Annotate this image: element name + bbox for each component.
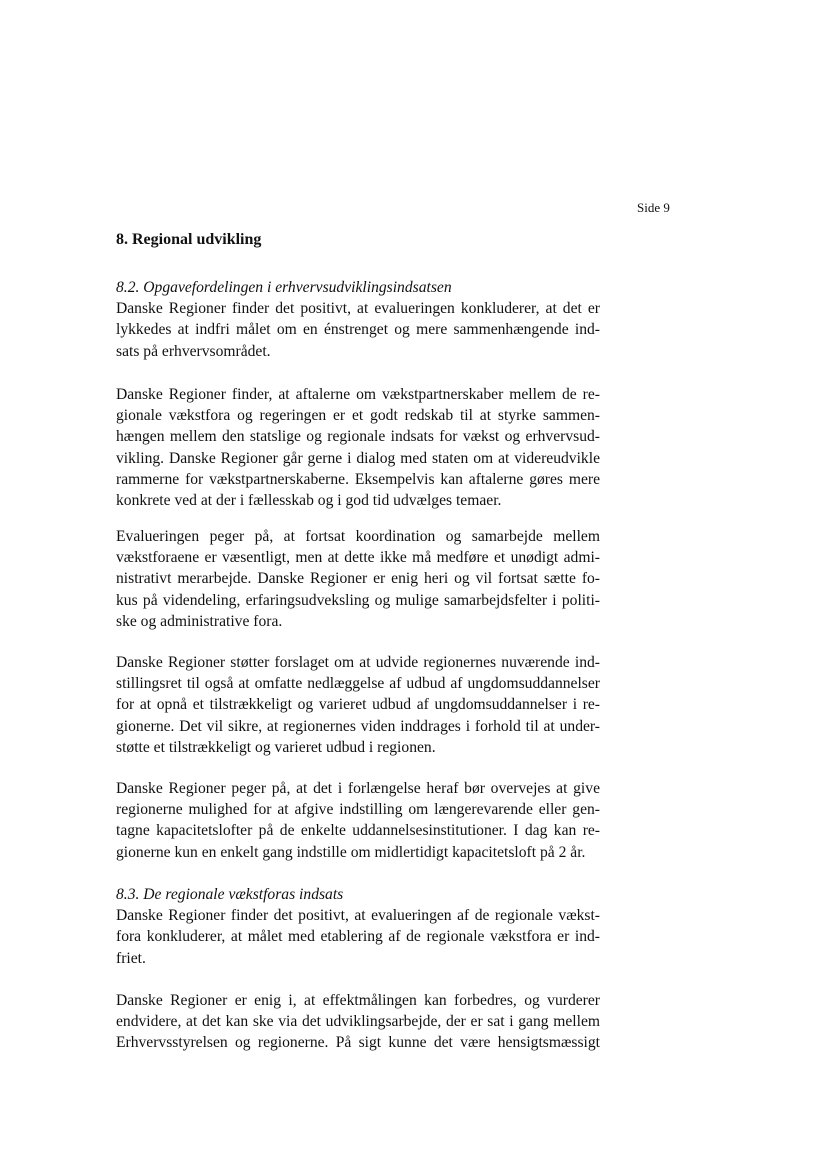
text-line: Evalueringen peger på, at fortsat koordination og samarbejde mellem: [116, 528, 600, 545]
text-line: Danske Regioner finder det positivt, at evalueringen konkluderer, at det er: [116, 300, 600, 318]
text-line: Danske Regioner er enig i, at effektmålingen kan forbedres, og vurderer: [116, 992, 600, 1009]
text-line: tagne kapacitetslofter på de enkelte uddannelsesinstitutioner. I dag kan re-: [116, 822, 600, 840]
text-line: hængen mellem den statslige og regionale indsats for vækst og erhvervsud-: [116, 428, 600, 446]
paragraph: [116, 298, 600, 362]
text-line: Danske Regioner peger på, at det i forlængelse heraf bør overvejes at give: [116, 780, 600, 797]
text-line: Erhvervsstyrelsen og regionerne. På sigt kunne det være hensigtsmæssigt: [116, 1034, 600, 1052]
text-line: endvidere, at det kan ske via det udviklingsarbejde, der er sat i gang mellem: [116, 1013, 600, 1031]
text-line: Danske Regioner støtter forslaget om at udvide regionernes nuværende ind-: [116, 654, 600, 671]
text-line: fora konkluderer, at målet med etablering af de regionale vækstfora er ind-: [116, 928, 600, 946]
text-line: friet.: [116, 949, 146, 967]
text-line: kus på videndeling, erfaringsudveksling og mulige samarbejdsfelter i politi-: [116, 591, 600, 609]
paragraph: [116, 384, 600, 511]
paragraph: [116, 990, 600, 1054]
text-line: vækstforaene er væsentligt, men at dette ikke må medføre et unødigt admi-: [116, 549, 600, 567]
text-line: sats på erhvervsområdet.: [116, 342, 271, 360]
text-line: Danske Regioner finder det positivt, at evalueringen af de regionale vækst-: [116, 907, 600, 925]
text-line: stillingsret til også at omfatte nedlæggelse af udbud af ungdomsuddannelser: [116, 675, 600, 693]
text-line: Danske Regioner finder, at aftalerne om vækstpartnerskaber mellem de re-: [116, 386, 600, 403]
subsection-8-3: [116, 884, 600, 969]
text-line: gionerne kun en enkelt gang indstille om midlertidigt kapacitetsloft på 2 år.: [116, 843, 586, 861]
text-line: regionerne mulighed for at afgive indstilling om længerevarende eller gen-: [116, 801, 600, 819]
text-line: konkrete ved at der i fællesskab og i god tid udvælges temaer.: [116, 491, 502, 509]
text-line: gionerne. Det vil sikre, at regionernes viden inddrages i forhold til at under-: [116, 717, 600, 735]
text-line: vikling. Danske Regioner går gerne i dialog med staten om at videreudvikle: [116, 449, 600, 467]
text-line: for at opnå et tilstrækkeligt og varieret udbud af ungdomsuddannelser i re-: [116, 696, 600, 714]
text-line: lykkedes at indfri målet om en énstrenget og mere sammenhængende ind-: [116, 321, 600, 339]
subheading: 8.2. Opgavefordelingen i erhvervsudviklingsindsatsen: [116, 279, 452, 296]
page-number: Side 9: [637, 200, 670, 215]
text-line: gionale vækstfora og regeringen er et godt redskab til at styrke sammen-: [116, 407, 600, 425]
text-line: nistrativt merarbejde. Danske Regioner er enig heri og vil fortsat sætte fo-: [116, 570, 600, 588]
paragraph: [116, 526, 600, 632]
text-line: ske og administrative fora.: [116, 612, 283, 630]
paragraph: [116, 905, 600, 969]
subsection-8-2: [116, 277, 600, 362]
paragraph: [116, 778, 600, 863]
section-heading: 8. Regional udvikling: [116, 231, 262, 248]
text-line: støtte et tilstrækkeligt og varieret udbud i regionen.: [116, 738, 436, 756]
paragraph: [116, 652, 600, 758]
text-line: rammerne for vækstpartnerskaberne. Eksempelvis kan aftalerne gøres mere: [116, 470, 600, 488]
subheading: 8.3. De regionale vækstforas indsats: [116, 886, 344, 903]
